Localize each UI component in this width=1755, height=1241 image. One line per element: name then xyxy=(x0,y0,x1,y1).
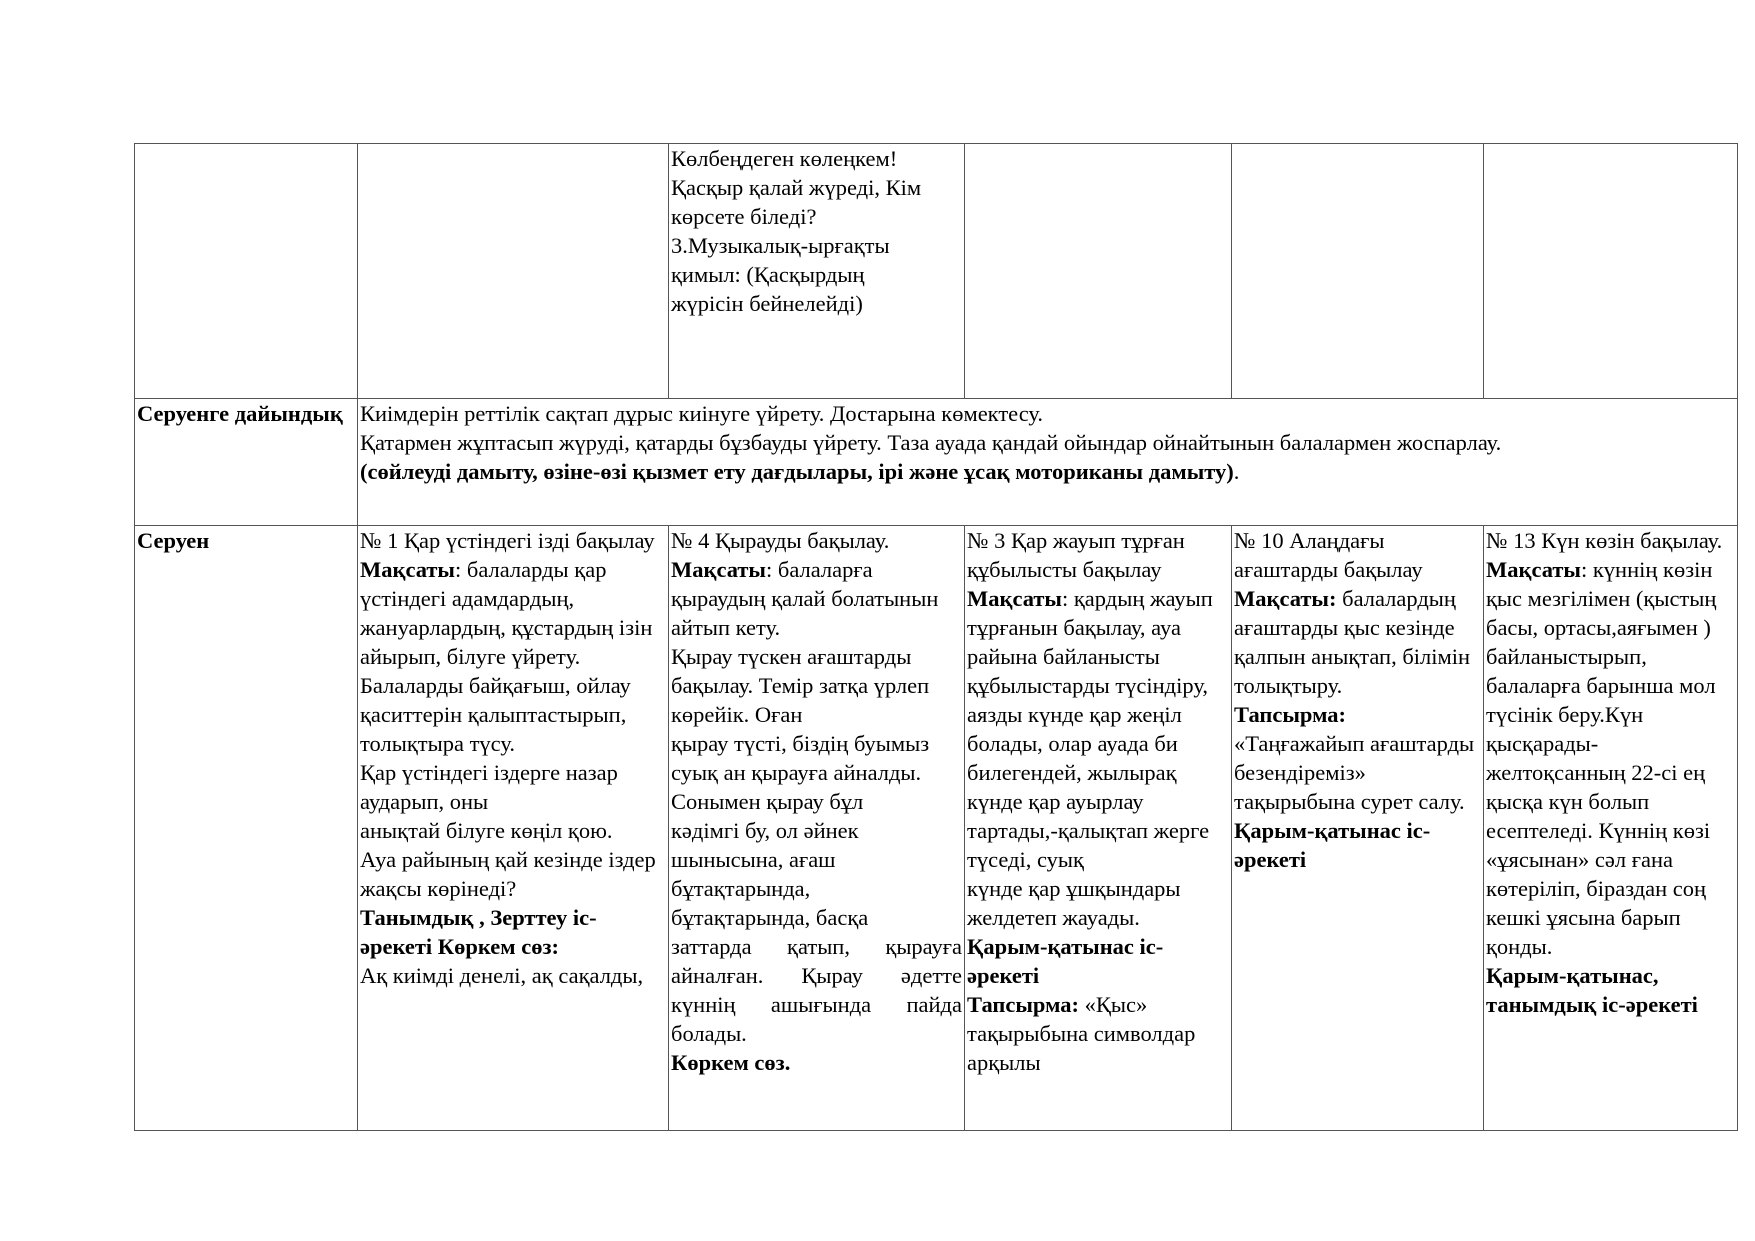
text-line: шынысына, ағаш xyxy=(671,847,836,872)
text-line: кәдімгі бу, ол әйнек xyxy=(671,818,859,843)
text-line: Қасқыр қалай жүреді, Кім xyxy=(671,175,922,200)
activity-label: Көркем сөз. xyxy=(671,1050,791,1075)
goal-label: Мақсаты xyxy=(967,586,1062,611)
row-label-walk: Серуен xyxy=(135,526,358,1131)
task-label: Тапсырма: xyxy=(1234,702,1347,727)
text-line: Көлбеңдеген көлеңкем! xyxy=(671,146,898,171)
activity-label: Қарым-қатынас іс-әрекеті xyxy=(967,934,1164,988)
cell-walk-friday xyxy=(1484,526,1738,1131)
goal-text: : күннің көзін қыс мезгілімен (қыстың басы, ортасы,аяғымен ) байланыстырып, балаларға барынша мол түсінік беру.Күн қысқарады-желтоқсанның 22-сі ең қысқа күн болып есептеледі. Күннің көзі «ұясынан» сәл ғана көтеріліп, біраздан соң кешкі ұясына барып қонды. xyxy=(1486,557,1717,959)
daily-plan-table xyxy=(134,143,1738,1131)
task-text: «Қыс» тақырыбына символдар арқылы xyxy=(967,992,1196,1075)
text-line: Ауа райының қай кезінде іздер жақсы көрінеді? xyxy=(360,847,656,901)
cell-empty-label xyxy=(135,144,358,399)
text-line: Киімдерін реттілік сақтап дұрыс киінуге үйрету. Достарына көмектесу. xyxy=(360,401,1044,426)
observation-title: № 13 Күн көзін бақылау. xyxy=(1486,528,1723,553)
text-line: бақылау. Темір затқа үрлеп xyxy=(671,673,930,698)
table-row-walk xyxy=(135,526,1738,1131)
observation-title: № 1 Қар үстіндегі ізді бақылау xyxy=(360,528,655,553)
observation-title: № 4 Қырауды бақылау. xyxy=(671,528,890,553)
text-line: қырау түсті, біздің буымыз xyxy=(671,731,930,756)
cell-empty-friday xyxy=(1484,144,1738,399)
text-line: Қатармен жұптасып жүруді, қатарды бұзбауды үйрету. Таза ауада қандай ойындар ойнайтынын балалармен жоспарлау. xyxy=(360,430,1502,455)
text-line: күннің ашығында пайда xyxy=(671,992,962,1017)
cell-empty-thursday xyxy=(1232,144,1484,399)
cell-walk-preparation-text xyxy=(358,399,1738,526)
text-line: көрсете біледі? xyxy=(671,204,817,229)
text-line: айналған. Қырау әдетте xyxy=(671,963,962,988)
text-line: (сөйлеуді дамыту, өзіне-өзі қызмет ету дағдылары, ірі және ұсақ моториканы дамыту). xyxy=(360,459,1240,484)
cell-walk-wednesday xyxy=(965,526,1232,1131)
text-line: суық ан қырауға айналды. xyxy=(671,760,922,785)
goal-text: балалардың ағаштарды қыс кезінде қалпын анықтап, білімін толықтыру. xyxy=(1234,586,1471,698)
observation-title: № 3 Қар жауып тұрған құбылысты бақылау xyxy=(967,528,1185,582)
text-line: күнде қар ұшқындары желдетеп жауады. xyxy=(967,876,1181,930)
activity-label: Қарым-қатынас, танымдық іс-әрекеті xyxy=(1486,963,1698,1017)
cell-empty-wednesday xyxy=(965,144,1232,399)
text-line: 3.Музыкалық-ырғақты xyxy=(671,233,890,258)
text-line: қимыл: (Қасқырдың xyxy=(671,262,865,287)
cell-walk-thursday xyxy=(1232,526,1484,1131)
text-line: Қар үстіндегі іздерге назар аударып, оны xyxy=(360,760,618,814)
task-label: Тапсырма: xyxy=(967,992,1080,1017)
cell-empty-monday xyxy=(358,144,669,399)
text-line: бұтақтарында, xyxy=(671,876,811,901)
goal-text: : қардың жауып тұрғанын бақылау, ауа райына байланысты құбылыстарды түсіндіру, аязды күнде қар жеңіл болады, олар ауада би билегендей, жылырақ күнде қар ауырлау тартады,-қалықтап жерге түседі, суық xyxy=(967,586,1213,872)
table-row-walk-preparation xyxy=(135,399,1738,526)
text-line: анықтай білуге көңіл қою. xyxy=(360,818,613,843)
activity-label: Қарым-қатынас іс-әрекеті xyxy=(1234,818,1431,872)
cell-walk-tuesday xyxy=(669,526,965,1131)
row-label-walk-preparation: Серуенге дайындық xyxy=(135,399,358,526)
poem-text: Ақ киімді денелі, ақ сақалды, xyxy=(360,963,644,988)
text-line: Қырау түскен ағаштарды xyxy=(671,644,912,669)
text-line: көрейік. Оған xyxy=(671,702,803,727)
text-line: жүрісін бейнелейді) xyxy=(671,291,863,316)
text-line: болады. xyxy=(671,1021,747,1046)
goal-label: Мақсаты xyxy=(360,557,455,582)
goal-text: : балаларға қыраудың қалай болатынын айтып кету. xyxy=(671,557,939,640)
observation-title: № 10 Алаңдағы ағаштарды бақылау xyxy=(1234,528,1423,582)
table-row-continuation xyxy=(135,144,1738,399)
text-line: бұтақтарында, басқа xyxy=(671,905,869,930)
goal-label: Мақсаты xyxy=(671,557,766,582)
cell-walk-monday xyxy=(358,526,669,1131)
cell-tuesday-continuation xyxy=(669,144,965,399)
text-line: Сонымен қырау бұл xyxy=(671,789,864,814)
bold-skills-text: сөйлеуді дамыту, өзіне-өзі қызмет ету дағдылары, ірі және ұсақ моториканы дамыту) xyxy=(367,459,1234,484)
goal-text: : балаларды қар үстіндегі адамдардың, жануарлардың, құстардың ізін айырып, білуге үйрету. Балаларды байқағыш, ойлау қаситтерін қалыптастырып, толықтыра түсу. xyxy=(360,557,653,756)
activity-label: Танымдық , Зерттеу іс-әрекеті Көркем сөз: xyxy=(360,905,597,959)
goal-label: Мақсаты xyxy=(1486,557,1581,582)
goal-label: Мақсаты: xyxy=(1234,586,1337,611)
text-line: заттарда қатып, қырауға xyxy=(671,934,962,959)
task-text: «Таңғажайып ағаштарды безендіреміз» тақырыбына сурет салу. xyxy=(1234,731,1475,814)
